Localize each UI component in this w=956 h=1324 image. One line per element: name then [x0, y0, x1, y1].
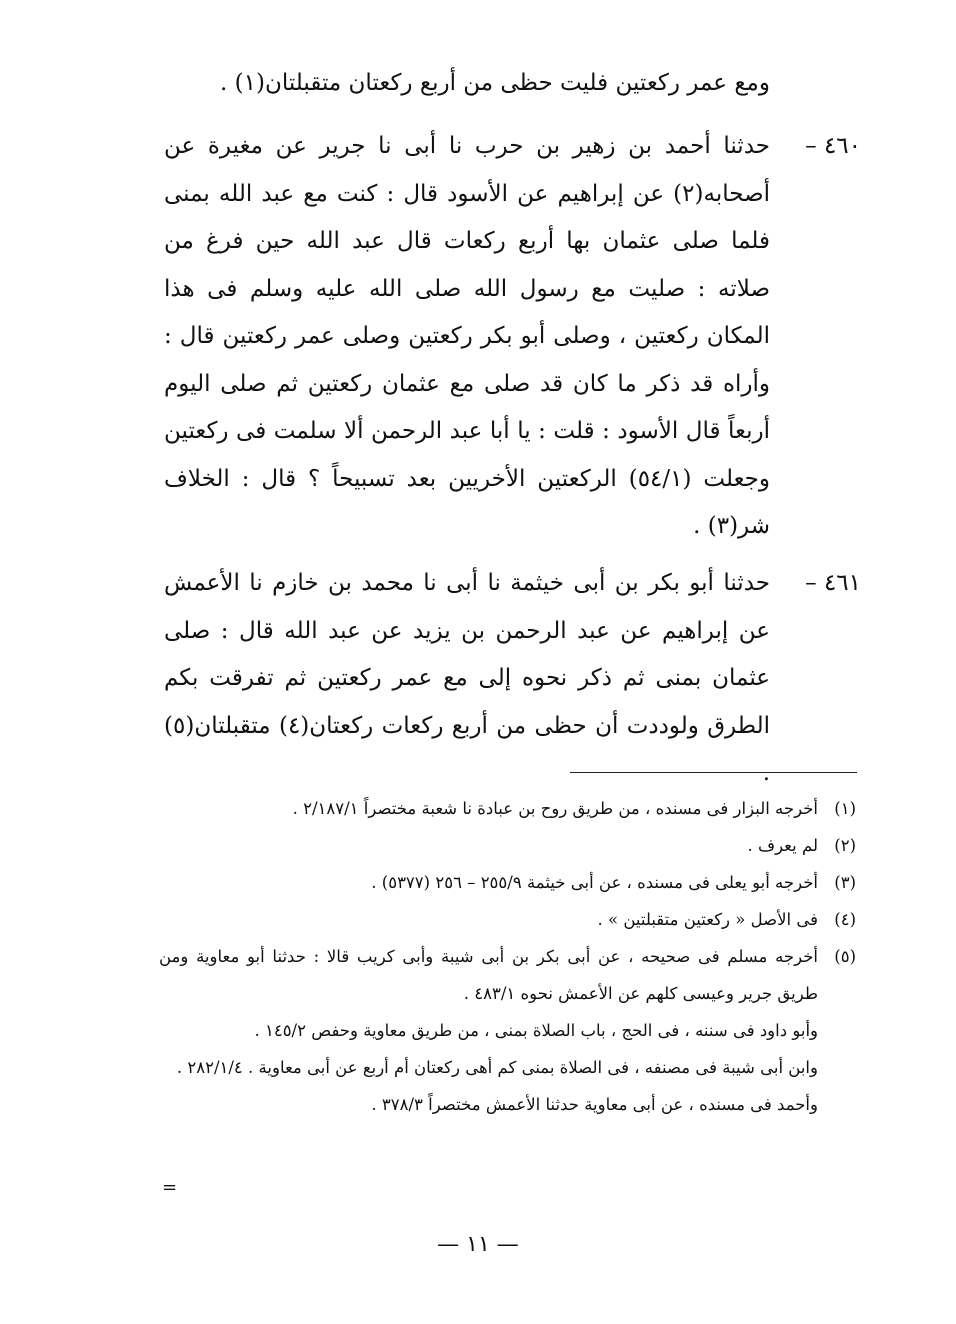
- footnote-3: [159, 864, 856, 901]
- hadith-text: حدثنا أبو بكر بن أبى خيثمة نا أبى نا محمد بن خازم نا الأعمش عن إبراهيم عن عبد الرحمن بن يزيد عن عبد الله قال : صلى عثمان بمنى ثم ذكر نحوه إلى مع عمر ركعتين ثم تفرقت بكم الطرق ولوددت أن حظى من أربع ركعات ركعتان(٤) متقبلتان(٥) .: [164, 570, 770, 786]
- footnote-number: (٥): [834, 947, 856, 966]
- footnote-text: أخرجه مسلم فى صحيحه ، عن أبى بكر بن أبى شيبة وأبى كريب قالا : حدثنا أبو معاوية ومن طريق جرير وعيسى كلهم عن الأعمش نحوه ٤٨٣/١ .: [159, 947, 818, 1003]
- footnote-text: وأحمد فى مسنده ، عن أبى معاوية حدثنا الأعمش مختصراً ٣٧٨/٣ .: [371, 1095, 818, 1114]
- footnote-text: وأبو داود فى سننه ، فى الحج ، باب الصلاة بمنى ، من طريق معاوية وحفص ١٤٥/٢ .: [254, 1021, 818, 1040]
- footnote-number: (٤): [834, 910, 856, 929]
- footnote-text: فى الأصل « ركعتين متقبلتين » .: [597, 910, 818, 929]
- intro-line: ومع عمر ركعتين فليت حظى من أربع ركعتان متقبلتان(١) .: [220, 70, 770, 96]
- footnote-number: (١): [834, 799, 856, 818]
- footnote-text: أخرجه أبو يعلى فى مسنده ، عن أبى خيثمة ٢٥٥/٩ – ٢٥٦ (٥٣٧٧) .: [371, 873, 818, 892]
- footnote-4: [159, 901, 856, 938]
- footnote-number: (٢): [834, 836, 856, 855]
- footnote-divider: [570, 772, 857, 773]
- footnote-text: لم يعرف .: [747, 836, 818, 855]
- hadith-number: ٤٦١ –: [805, 570, 861, 596]
- footnote-number: (٣): [834, 873, 856, 892]
- footnote-5: [159, 938, 856, 1123]
- footnote-text: أخرجه البزار فى مسنده ، من طريق روح بن عبادة نا شعبة مختصراً ٢/١٨٧/١ .: [292, 799, 818, 818]
- footnote-1: [159, 790, 856, 827]
- hadith-text: حدثنا أحمد بن زهير بن حرب نا أبى نا جرير عن مغيرة عن أصحابه(٢) عن إبراهيم عن الأسود قال : كنت مع عبد الله بمنى فلما صلى عثمان بها أربع ركعات قال عبد الله حين فرغ من صلاته : صليت مع رسول الله صلى الله عليه وسلم فى هذا المكان ركعتين ، وصلى أبو بكر ركعتين وصلى عمر ركعتين قال : وأراه قد ذكر ما كان قد صلى مع عثمان ركعتين ثم صلى اليوم أربعاً قال الأسود : قلت : يا أبا عبد الرحمن ألا سلمت فى ركعتين وجعلت (٥٤/١) الركعتين الأخريين بعد تسبيحاً ؟ قال : الخلاف شر(٣) .: [164, 133, 770, 539]
- hadith-number: ٤٦٠ –: [805, 133, 861, 159]
- footnote-text: وابن أبى شيبة فى مصنفه ، فى الصلاة بمنى كم أهى ركعتان أم أربع عن أبى معاوية . ٢٨٢/١/٤ .: [176, 1058, 818, 1077]
- footnotes: [159, 790, 856, 1123]
- footnote-2: [159, 827, 856, 864]
- continuation-mark: =: [162, 1177, 178, 1198]
- page-number: — ١١ —: [437, 1232, 519, 1257]
